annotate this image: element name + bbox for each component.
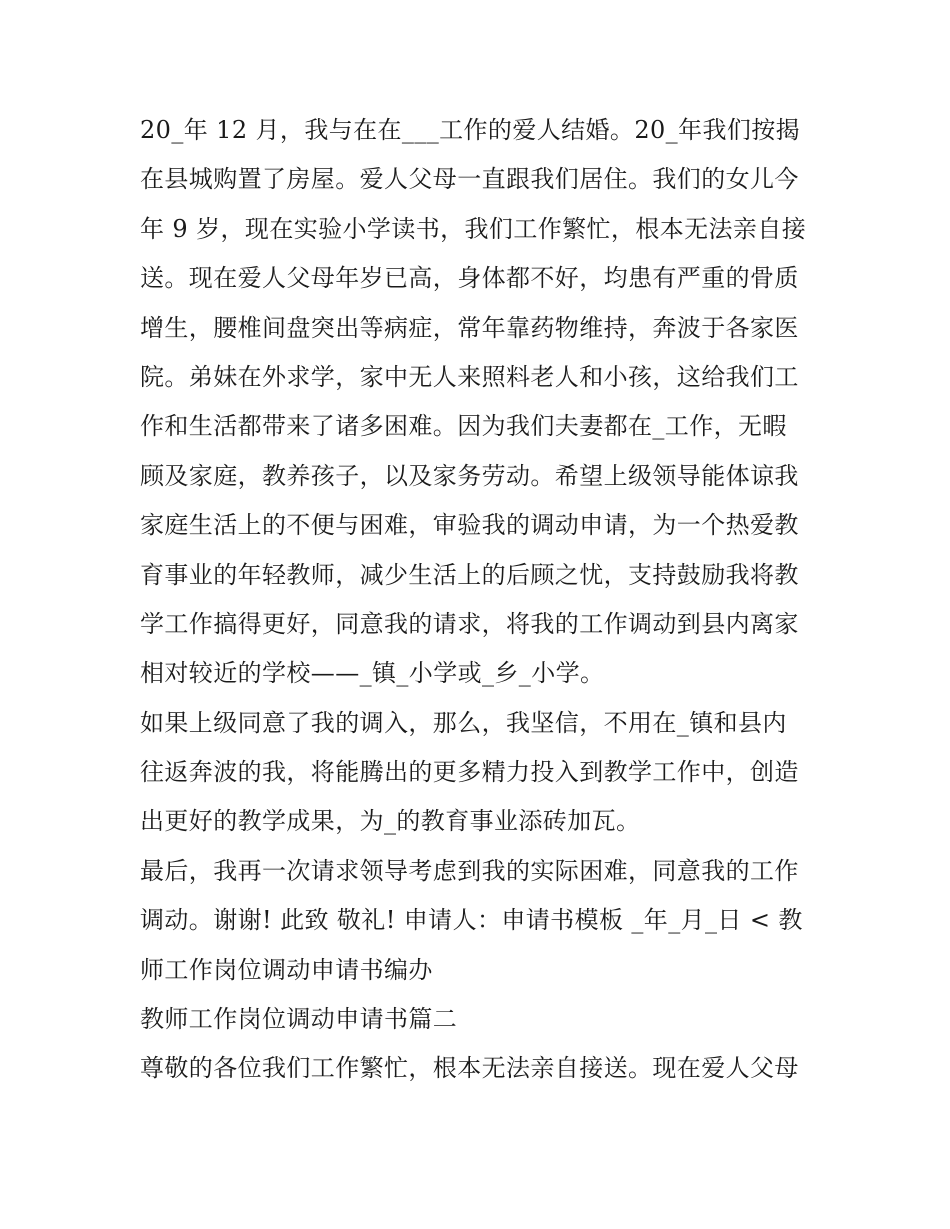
text-line: 顾及家庭，教养孩子，以及家务劳动。希望上级领导能体谅我	[140, 461, 799, 490]
text-line: 家庭生活上的不便与困难，审验我的调动申请，为一个热爱教	[140, 511, 799, 540]
text-line: 尊敬的各位我们工作繁忙，根本无法亲自接送。现在爱人父母	[140, 1054, 799, 1083]
text-line: 调动。谢谢! 此致 敬礼! 申请人：申请书模板 _年_月_日 < 教	[140, 906, 803, 935]
text-line: 增生，腰椎间盘突出等病症，常年靠药物维持，奔波于各家医	[140, 313, 799, 342]
text-line: 在县城购置了房屋。爱人父母一直跟我们居住。我们的女儿今	[140, 165, 799, 194]
text-line: 如果上级同意了我的调入，那么，我坚信，不用在_镇和县内	[140, 708, 787, 737]
text-line: 师工作岗位调动申请书编办	[140, 955, 433, 984]
text-line: 育事业的年轻教师，减少生活上的后顾之忧，支持鼓励我将教	[140, 560, 799, 589]
text-line: 年 9 岁，现在实验小学读书，我们工作繁忙，根本无法亲自接	[140, 214, 807, 243]
text-line: 作和生活都带来了诸多困难。因为我们夫妻都在_工作，无暇	[140, 412, 787, 441]
section-heading: 教师工作岗位调动申请书篇二	[140, 1005, 458, 1034]
text-line: 院。弟妹在外求学，家中无人来照料老人和小孩，这给我们工	[140, 362, 799, 391]
document-body	[140, 106, 830, 1094]
text-line: 最后，我再一次请求领导考虑到我的实际困难，同意我的工作	[140, 856, 799, 885]
text-line: 往返奔波的我，将能腾出的更多精力投入到教学工作中，创造	[140, 758, 799, 787]
text-line: 20_年 12 月，我与在在___工作的爱人结婚。20_年我们按揭	[140, 116, 801, 144]
text-line: 学工作搞得更好，同意我的请求，将我的工作调动到县内离家	[140, 609, 799, 638]
text-line: 出更好的教学成果，为_的教育事业添砖加瓦。	[140, 807, 641, 836]
text-line: 送。现在爱人父母年岁已高，身体都不好，均患有严重的骨质	[140, 264, 799, 293]
text-line: 相对较近的学校——_镇_小学或_乡_小学。	[140, 659, 605, 688]
